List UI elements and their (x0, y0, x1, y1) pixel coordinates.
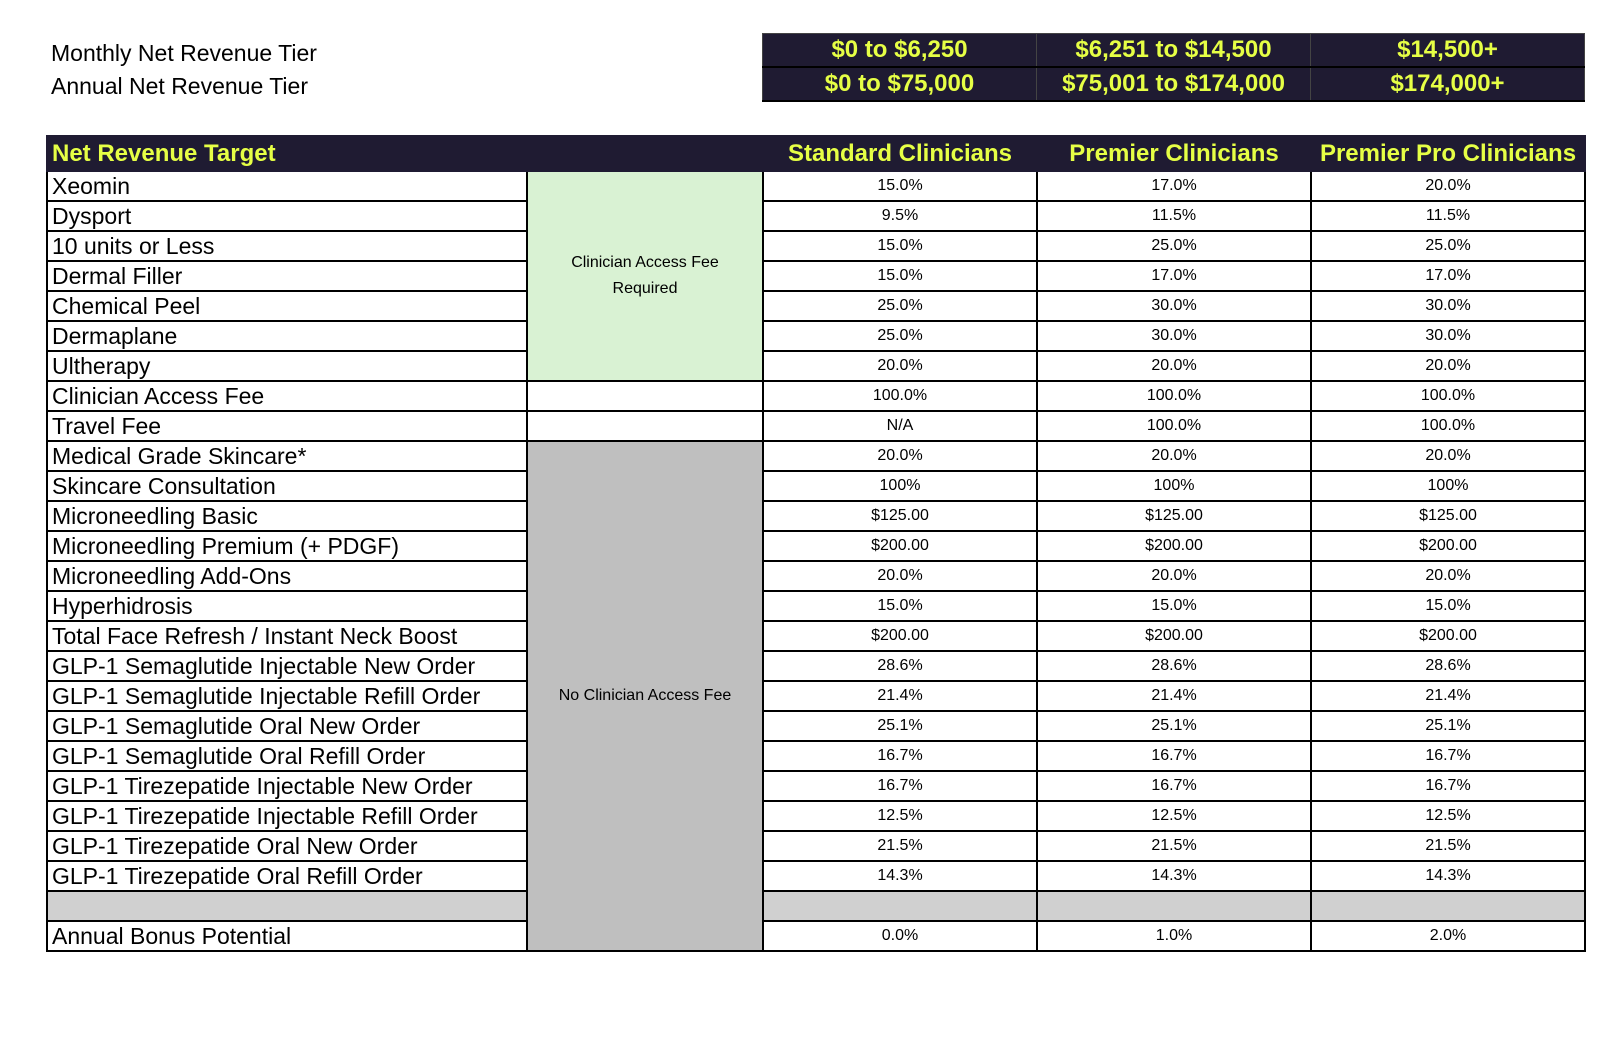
value-premier-pro: 16.7% (1311, 741, 1585, 771)
value-standard: 25.0% (763, 291, 1037, 321)
header-blank (527, 136, 763, 171)
value-standard: 25.0% (763, 321, 1037, 351)
value-premier: 20.0% (1037, 351, 1311, 381)
row-name: Skincare Consultation (47, 471, 527, 501)
value-premier: 17.0% (1037, 171, 1311, 201)
value-premier: 30.0% (1037, 291, 1311, 321)
monthly-tier-premier-pro: $14,500+ (1311, 34, 1585, 68)
value-premier-pro: 28.6% (1311, 651, 1585, 681)
value-standard: 16.7% (763, 741, 1037, 771)
monthly-tier-premier: $6,251 to $14,500 (1037, 34, 1311, 68)
row-name: GLP-1 Tirezepatide Oral Refill Order (47, 861, 527, 891)
value-premier: 30.0% (1037, 321, 1311, 351)
table-row (47, 681, 1585, 711)
access-fee-required-note: Clinician Access Fee Required (527, 171, 763, 381)
value-premier-pro: 100.0% (1311, 381, 1585, 411)
row-name: Annual Bonus Potential (47, 921, 527, 951)
table-row (47, 831, 1585, 861)
row-name: GLP-1 Semaglutide Injectable Refill Order (47, 681, 527, 711)
value-premier-pro: 14.3% (1311, 861, 1585, 891)
value-premier-pro: 17.0% (1311, 261, 1585, 291)
row-name: Microneedling Premium (+ PDGF) (47, 531, 527, 561)
annual-tier-premier-pro: $174,000+ (1311, 67, 1585, 101)
value-standard: 20.0% (763, 561, 1037, 591)
value-premier-pro: 100.0% (1311, 411, 1585, 441)
value-standard: $125.00 (763, 501, 1037, 531)
blank-cell (527, 381, 763, 411)
value-premier-pro: 16.7% (1311, 771, 1585, 801)
row-name: Xeomin (47, 171, 527, 201)
value-standard: 20.0% (763, 441, 1037, 471)
value-premier-pro: 30.0% (1311, 321, 1585, 351)
row-name: Travel Fee (47, 411, 527, 441)
table-row (47, 501, 1585, 531)
value-premier: 25.0% (1037, 231, 1311, 261)
row-name: GLP-1 Semaglutide Oral Refill Order (47, 741, 527, 771)
value-standard: 28.6% (763, 651, 1037, 681)
value-standard: 14.3% (763, 861, 1037, 891)
row-name: Medical Grade Skincare* (47, 441, 527, 471)
spacer-row (47, 891, 1585, 921)
value-standard: 20.0% (763, 351, 1037, 381)
value-premier: 15.0% (1037, 591, 1311, 621)
value-standard: 16.7% (763, 771, 1037, 801)
value-standard: 15.0% (763, 231, 1037, 261)
value-premier-pro: 25.1% (1311, 711, 1585, 741)
value-standard: $200.00 (763, 531, 1037, 561)
row-name: GLP-1 Tirezepatide Oral New Order (47, 831, 527, 861)
header-premier-pro-clinicians: Premier Pro Clinicians (1311, 136, 1585, 171)
value-premier: 20.0% (1037, 561, 1311, 591)
value-standard: N/A (763, 411, 1037, 441)
table-row (47, 471, 1585, 501)
value-premier: $200.00 (1037, 621, 1311, 651)
table-row (47, 441, 1585, 471)
value-premier: 11.5% (1037, 201, 1311, 231)
table-row (47, 411, 1585, 441)
value-standard: 25.1% (763, 711, 1037, 741)
value-premier: 100.0% (1037, 381, 1311, 411)
value-premier: 12.5% (1037, 801, 1311, 831)
table-row (47, 291, 1585, 321)
value-premier: 21.5% (1037, 831, 1311, 861)
value-premier: $200.00 (1037, 531, 1311, 561)
table-row (47, 171, 1585, 201)
value-premier: $125.00 (1037, 501, 1311, 531)
value-premier-pro: 100% (1311, 471, 1585, 501)
row-name: Dermal Filler (47, 261, 527, 291)
table-row (47, 381, 1585, 411)
monthly-tier-label: Monthly Net Revenue Tier (51, 40, 317, 66)
row-name: Microneedling Basic (47, 501, 527, 531)
table-row (47, 771, 1585, 801)
value-premier-pro: 21.5% (1311, 831, 1585, 861)
value-premier-pro: 21.4% (1311, 681, 1585, 711)
value-premier-pro: 25.0% (1311, 231, 1585, 261)
value-premier-pro: 15.0% (1311, 591, 1585, 621)
value-standard: 15.0% (763, 171, 1037, 201)
value-premier: 20.0% (1037, 441, 1311, 471)
value-standard: 21.5% (763, 831, 1037, 861)
blank-cell (527, 411, 763, 441)
table-row (47, 531, 1585, 561)
table-row (47, 201, 1585, 231)
value-premier-pro: $125.00 (1311, 501, 1585, 531)
value-premier-pro: 20.0% (1311, 441, 1585, 471)
monthly-tier-standard: $0 to $6,250 (763, 34, 1037, 68)
header-premier-clinicians: Premier Clinicians (1037, 136, 1311, 171)
monthly-tier-row (763, 34, 1585, 68)
value-premier-pro: 20.0% (1311, 351, 1585, 381)
value-standard: 15.0% (763, 261, 1037, 291)
table-row (47, 621, 1585, 651)
value-standard: 100% (763, 471, 1037, 501)
table-row (47, 801, 1585, 831)
value-premier-pro: 12.5% (1311, 801, 1585, 831)
value-premier: 100.0% (1037, 411, 1311, 441)
table-row (47, 651, 1585, 681)
spacer-cell (47, 891, 527, 921)
value-premier: 28.6% (1037, 651, 1311, 681)
value-premier: 16.7% (1037, 741, 1311, 771)
revenue-tier-table (762, 33, 1585, 102)
header-standard-clinicians: Standard Clinicians (763, 136, 1037, 171)
table-row (47, 921, 1585, 951)
value-standard: 12.5% (763, 801, 1037, 831)
row-name: GLP-1 Tirezepatide Injectable Refill Order (47, 801, 527, 831)
table-row (47, 741, 1585, 771)
value-premier-pro: $200.00 (1311, 621, 1585, 651)
value-premier-pro: 30.0% (1311, 291, 1585, 321)
value-premier: 25.1% (1037, 711, 1311, 741)
commission-table (46, 135, 1586, 952)
value-premier: 14.3% (1037, 861, 1311, 891)
row-name: Dysport (47, 201, 527, 231)
table-row (47, 351, 1585, 381)
value-premier-pro: 2.0% (1311, 921, 1585, 951)
annual-tier-premier: $75,001 to $174,000 (1037, 67, 1311, 101)
spacer-cell (1037, 891, 1311, 921)
table-row (47, 561, 1585, 591)
spacer-cell (763, 891, 1037, 921)
annual-tier-row (763, 67, 1585, 101)
value-standard: 9.5% (763, 201, 1037, 231)
row-name: Ultherapy (47, 351, 527, 381)
table-row (47, 861, 1585, 891)
row-name: Microneedling Add-Ons (47, 561, 527, 591)
value-premier: 16.7% (1037, 771, 1311, 801)
table-row (47, 261, 1585, 291)
header-net-revenue-target: Net Revenue Target (47, 136, 527, 171)
row-name: Total Face Refresh / Instant Neck Boost (47, 621, 527, 651)
value-premier-pro: 20.0% (1311, 171, 1585, 201)
value-premier-pro: 11.5% (1311, 201, 1585, 231)
value-standard: 100.0% (763, 381, 1037, 411)
table-row (47, 231, 1585, 261)
row-name: Dermaplane (47, 321, 527, 351)
value-premier: 17.0% (1037, 261, 1311, 291)
value-standard: 21.4% (763, 681, 1037, 711)
value-premier-pro: 20.0% (1311, 561, 1585, 591)
value-standard: 15.0% (763, 591, 1037, 621)
annual-tier-standard: $0 to $75,000 (763, 67, 1037, 101)
value-premier-pro: $200.00 (1311, 531, 1585, 561)
value-premier: 1.0% (1037, 921, 1311, 951)
row-name: Hyperhidrosis (47, 591, 527, 621)
table-row (47, 711, 1585, 741)
annual-tier-label: Annual Net Revenue Tier (51, 73, 308, 99)
table-row (47, 591, 1585, 621)
row-name: 10 units or Less (47, 231, 527, 261)
value-standard: 0.0% (763, 921, 1037, 951)
no-access-fee-note: No Clinician Access Fee (527, 441, 763, 951)
row-name: GLP-1 Semaglutide Injectable New Order (47, 651, 527, 681)
row-name: GLP-1 Tirezepatide Injectable New Order (47, 771, 527, 801)
row-name: Chemical Peel (47, 291, 527, 321)
row-name: Clinician Access Fee (47, 381, 527, 411)
row-name: GLP-1 Semaglutide Oral New Order (47, 711, 527, 741)
table-row (47, 321, 1585, 351)
value-standard: $200.00 (763, 621, 1037, 651)
spacer-cell (1311, 891, 1585, 921)
table-header-row (47, 136, 1585, 171)
value-premier: 21.4% (1037, 681, 1311, 711)
value-premier: 100% (1037, 471, 1311, 501)
